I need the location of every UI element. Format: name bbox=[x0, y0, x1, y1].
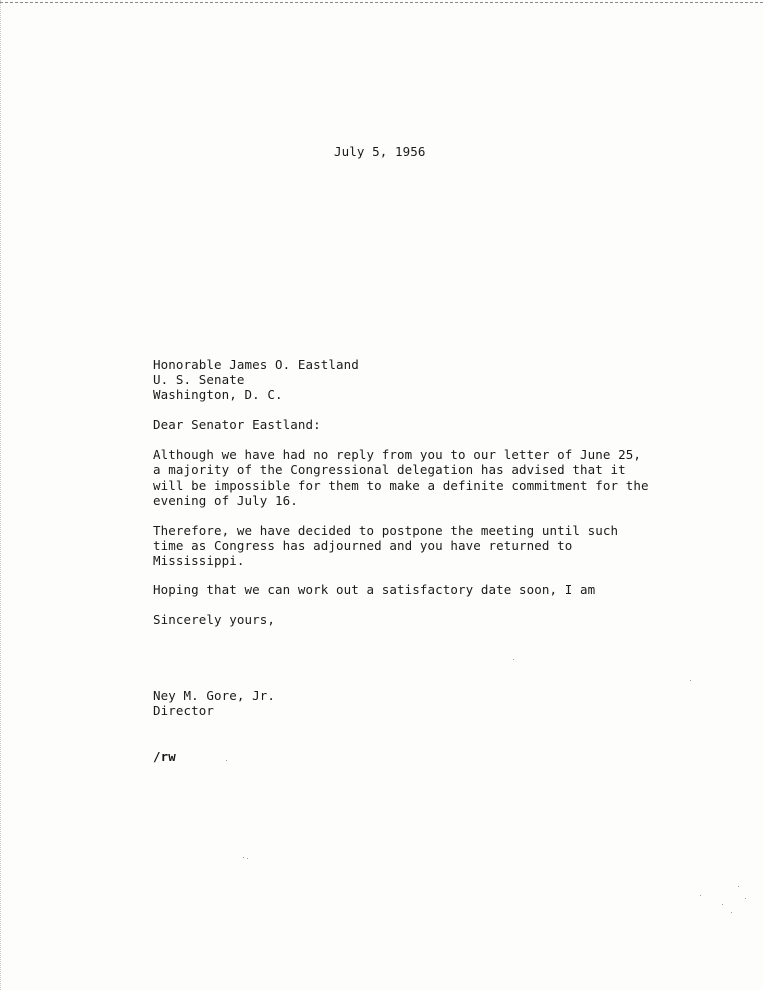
top-edge-rule bbox=[0, 2, 763, 3]
paper-speck bbox=[700, 895, 701, 896]
paper-speck bbox=[722, 904, 723, 905]
body-line: time as Congress has adjourned and you have returned to bbox=[153, 538, 573, 553]
body-line: Hoping that we can work out a satisfactory date soon, I am bbox=[153, 582, 596, 597]
typist-initials: /rw bbox=[153, 749, 176, 764]
paper-speck bbox=[226, 760, 227, 761]
paper-speck bbox=[745, 898, 746, 899]
body-line: a majority of the Congressional delegation has advised that it bbox=[153, 462, 626, 477]
body-line: will be impossible for them to make a definite commitment for the bbox=[153, 478, 649, 493]
closing: Sincerely yours, bbox=[153, 612, 276, 627]
paper-speck bbox=[731, 912, 732, 913]
body-line: evening of July 16. bbox=[153, 493, 298, 508]
letter-date: July 5, 1956 bbox=[334, 144, 426, 159]
recipient-line: Washington, D. C. bbox=[153, 387, 283, 402]
paper-speck bbox=[513, 659, 514, 660]
body-line: Therefore, we have decided to postpone the meeting until such bbox=[153, 523, 619, 538]
recipient-line: U. S. Senate bbox=[153, 372, 245, 387]
recipient-line: Honorable James O. Eastland bbox=[153, 357, 359, 372]
body-line: Although we have had no reply from you to our letter of June 25, bbox=[153, 447, 642, 462]
paper-speck bbox=[738, 886, 739, 887]
left-edge-marks bbox=[0, 0, 11, 990]
paper-speck bbox=[243, 857, 244, 858]
body-line: Mississippi. bbox=[153, 553, 245, 568]
paper-speck bbox=[247, 858, 248, 859]
paper-speck bbox=[690, 680, 691, 681]
salutation: Dear Senator Eastland: bbox=[153, 417, 321, 432]
signature-name: Ney M. Gore, Jr. bbox=[153, 688, 276, 703]
signature-title: Director bbox=[153, 703, 215, 718]
